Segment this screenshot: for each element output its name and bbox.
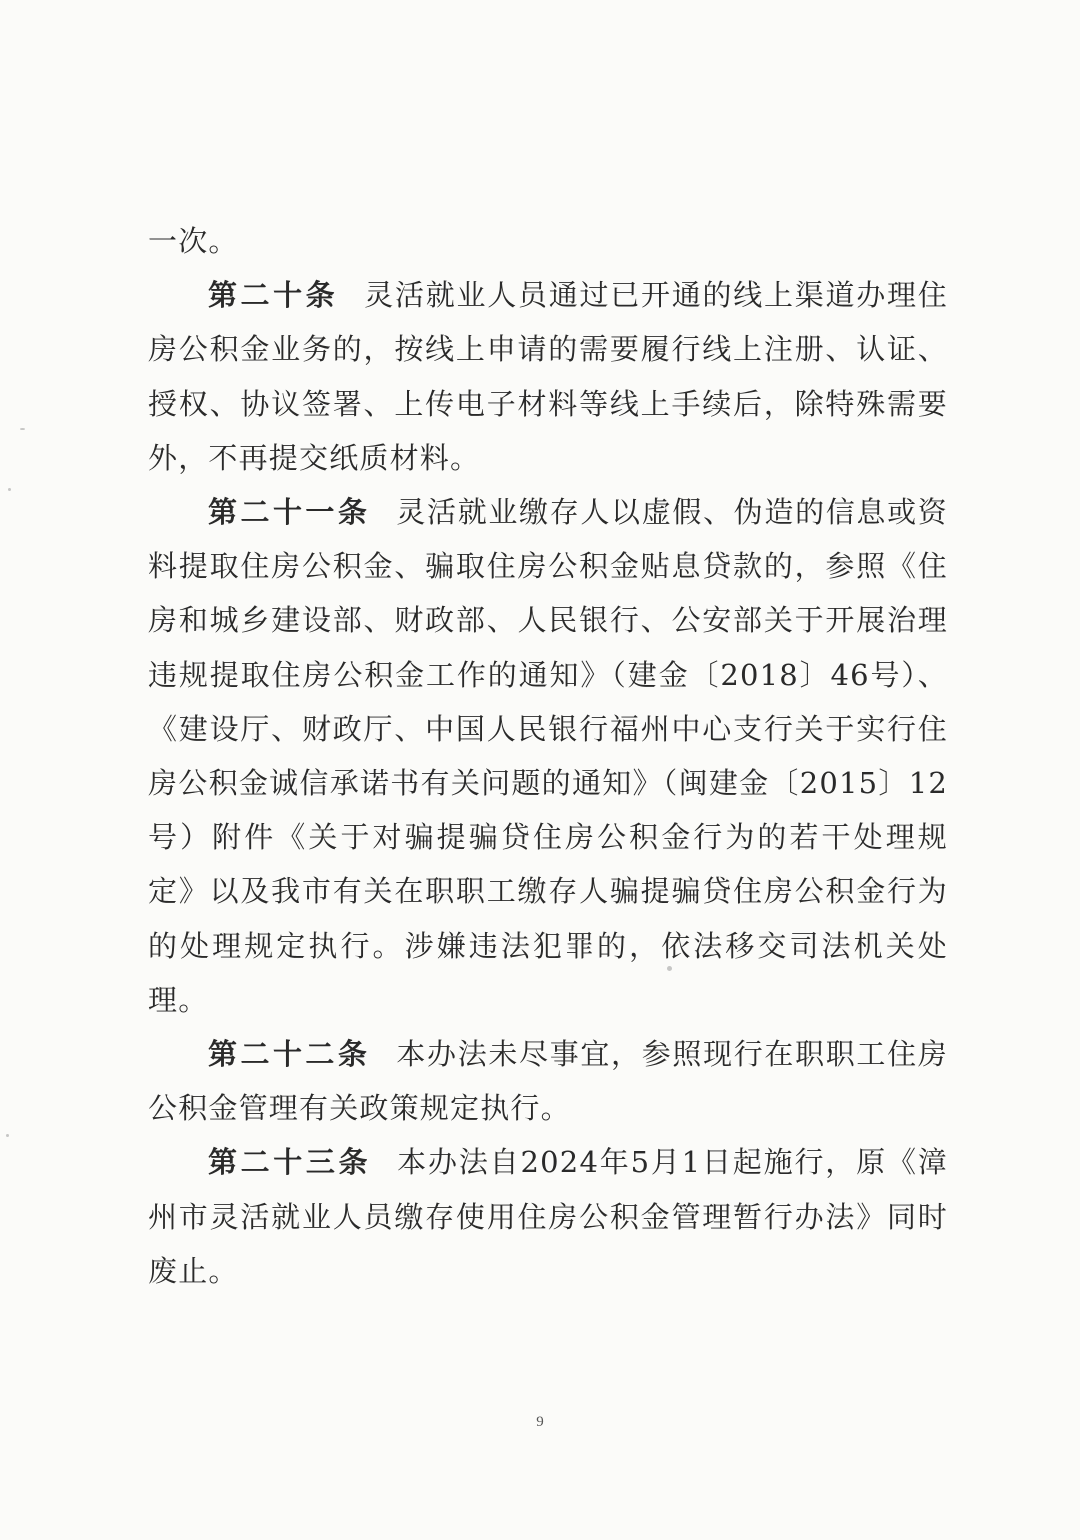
article-number: 第二十三条 xyxy=(208,1145,372,1180)
scan-speck xyxy=(8,488,11,491)
article-text: 灵活就业缴存人以虚假、伪造的信息或资料提取住房公积金、骗取住房公积金贴息贷款的，参照《住房和城乡建设部、财政部、人民银行、公安部关于开展治理违规提取住房公积金工作的通知》（建金〔2018〕46号）、《建设厅、财政厅、中国人民银行福州中心支行关于实行住房公积金诚信承诺书有关问题的通知》（闽建金〔2015〕12号）附件《关于对骗提骗贷住房公积金行为的若干处理规定》以及我市有关在职职工缴存人骗提骗贷住房公积金行为的处理规定执行。涉嫌违法犯罪的，依法移交司法机关处理。 xyxy=(148,495,948,1017)
article-number: 第二十一条 xyxy=(208,495,371,530)
article-23 xyxy=(148,1135,948,1298)
article-20 xyxy=(148,268,948,485)
article-text: 本办法未尽事宜，参照现行在职职工住房公积金管理有关政策规定执行。 xyxy=(148,1037,948,1126)
article-22 xyxy=(148,1027,948,1135)
page-number: 9 xyxy=(536,1414,544,1430)
article-21 xyxy=(148,485,948,1027)
article-text: 灵活就业人员通过已开通的线上渠道办理住房公积金业务的，按线上申请的需要履行线上注册、认证、授权、协议签署、上传电子材料等线上手续后，除特殊需要外，不再提交纸质材料。 xyxy=(148,278,948,475)
article-number: 第二十条 xyxy=(208,278,339,313)
paragraph-text: 一次。 xyxy=(148,224,239,258)
scan-speck xyxy=(6,1134,9,1137)
paragraph-continuation xyxy=(148,214,948,268)
article-text: 本办法自2024年5月1日起施行，原《漳州市灵活就业人员缴存使用住房公积金管理暂行办法》同时废止。 xyxy=(148,1145,948,1288)
scan-speck xyxy=(20,428,25,430)
document-body xyxy=(148,214,948,1298)
article-number: 第二十二条 xyxy=(208,1037,371,1072)
